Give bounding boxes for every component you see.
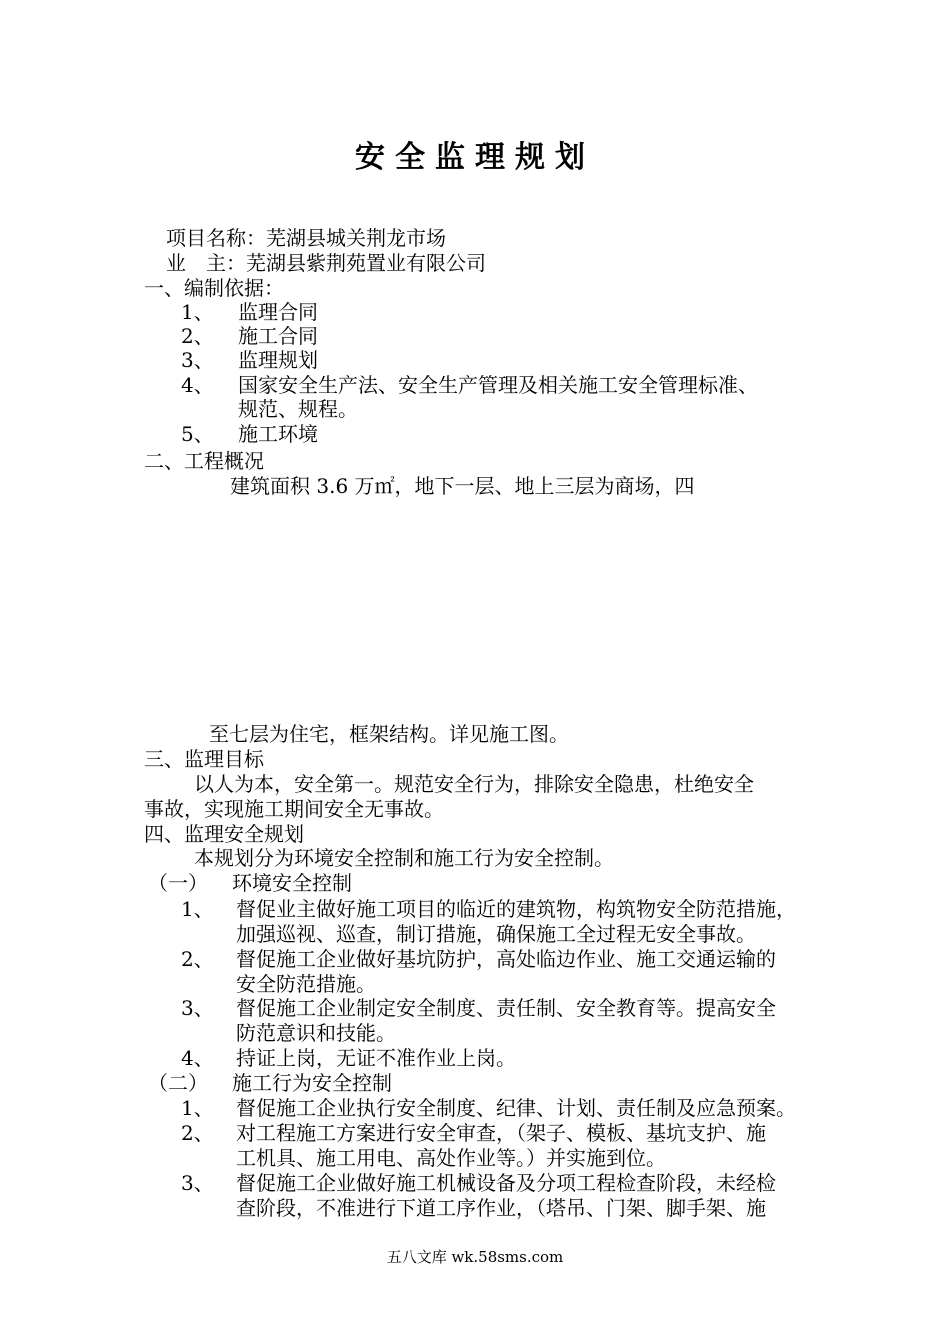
goal-paragraph: 以人为本，安全第一。规范安全行为，排除安全隐患，杜绝安全 — [194, 772, 754, 796]
list-item: 督促业主做好施工项目的临近的建筑物，构筑物安全防范措施， — [236, 897, 796, 921]
overview-paragraph-continued: 至七层为住宅，框架结构。详见施工图。 — [209, 722, 569, 746]
list-number: 3、 — [181, 348, 214, 372]
list-item-continuation: 规范、规程。 — [238, 397, 358, 421]
project-name-value: 芜湖县城关荆龙市场 — [266, 226, 446, 250]
list-item: 监理规划 — [238, 348, 318, 372]
list-item: 持证上岗，无证不准作业上岗。 — [236, 1046, 516, 1070]
list-number: 3、 — [181, 1171, 214, 1195]
list-item-continuation: 防范意识和技能。 — [236, 1021, 396, 1045]
project-owner-line — [166, 251, 486, 275]
subsection-2-heading: 施工行为安全控制 — [232, 1071, 392, 1095]
subsection-number: （一） — [148, 871, 208, 895]
list-item: 施工环境 — [238, 422, 318, 446]
list-item: 督促施工企业执行安全制度、纪律、计划、责任制及应急预案。 — [236, 1096, 796, 1120]
project-name-label: 项目名称： — [166, 226, 266, 250]
list-number: 1、 — [181, 300, 214, 324]
list-number: 1、 — [181, 1096, 214, 1120]
list-item-continuation: 查阶段，不准进行下道工序作业，（塔吊、门架、脚手架、施 — [236, 1196, 766, 1220]
list-item: 监理合同 — [238, 300, 318, 324]
list-number: 4、 — [181, 373, 214, 397]
list-item: 督促施工企业做好基坑防护，高处临边作业、施工交通运输的 — [236, 947, 776, 971]
section-2-heading: 二、工程概况 — [144, 449, 264, 473]
footer-watermark: 五八文库 wk.58sms.com — [386, 1248, 564, 1266]
list-number: 2、 — [181, 1121, 214, 1145]
project-owner-value: 芜湖县紫荆苑置业有限公司 — [246, 251, 486, 275]
plan-intro: 本规划分为环境安全控制和施工行为安全控制。 — [194, 846, 614, 870]
list-number: 5、 — [181, 422, 214, 446]
project-owner-label: 业 主： — [166, 251, 246, 275]
project-name-line — [166, 226, 446, 250]
list-item: 国家安全生产法、安全生产管理及相关施工安全管理标准、 — [238, 373, 758, 397]
list-item: 督促施工企业做好施工机械设备及分项工程检查阶段，未经检 — [236, 1171, 776, 1195]
list-number: 3、 — [181, 996, 214, 1020]
list-item: 对工程施工方案进行安全审查，（架子、模板、基坑支护、施 — [236, 1121, 766, 1145]
list-item-continuation: 工机具、施工用电、高处作业等。）并实施到位。 — [236, 1146, 666, 1170]
list-item: 督促施工企业制定安全制度、责任制、安全教育等。提高安全 — [236, 996, 776, 1020]
list-number: 4、 — [181, 1046, 214, 1070]
list-number: 1、 — [181, 897, 214, 921]
section-1-heading: 一、编制依据： — [144, 276, 284, 300]
list-number: 2、 — [181, 324, 214, 348]
list-number: 2、 — [181, 947, 214, 971]
subsection-1-heading: 环境安全控制 — [232, 871, 352, 895]
section-3-heading: 三、监理目标 — [144, 747, 264, 771]
subsection-number: （二） — [148, 1071, 208, 1095]
list-item-continuation: 加强巡视、巡查，制订措施，确保施工全过程无安全事故。 — [236, 922, 756, 946]
goal-paragraph-continued: 事故，实现施工期间安全无事故。 — [144, 797, 444, 821]
document-title: 安全监理规划 — [355, 140, 595, 175]
list-item: 施工合同 — [238, 324, 318, 348]
list-item-continuation: 安全防范措施。 — [236, 972, 376, 996]
overview-paragraph: 建筑面积 3.6 万㎡，地下一层、地上三层为商场，四 — [230, 474, 695, 498]
section-4-heading: 四、监理安全规划 — [144, 822, 304, 846]
